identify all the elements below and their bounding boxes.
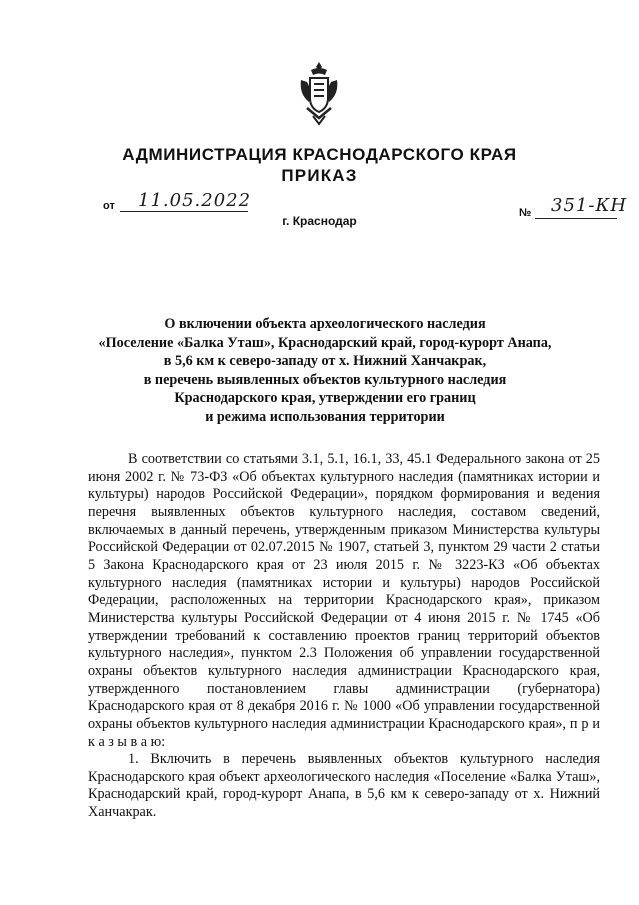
document-title (90, 315, 560, 426)
title-line: и режима использования территории (205, 408, 445, 425)
title-line: в 5,6 км к северо-западу от х. Нижний Ханчакрак, (163, 353, 487, 369)
title-line: в перечень выявленных объектов культурного наследия (143, 371, 507, 388)
document-type: ПРИКАЗ (281, 166, 358, 185)
order-date: 11.05.2022 (138, 190, 252, 211)
date-prefix: от (103, 200, 115, 212)
title-line: «Поселение «Балка Уташ», Краснодарский край, город-курорт Анапа, (98, 334, 552, 351)
city: г. Краснодар (282, 214, 357, 228)
document-body (88, 451, 600, 822)
coat-of-arms-icon (297, 60, 341, 126)
number-prefix: № (519, 207, 532, 219)
organization-name: АДМИНИСТРАЦИЯ КРАСНОДАРСКОГО КРАЯ (122, 145, 517, 164)
body-paragraph: 1. Включить в перечень выявленных объектов культурного наследия Краснодарского края объект археологического наследия «Поселение «Балка Уташ», Краснодарский край, город-курорт Анапа, в 5,6 км к северо-западу от х. Нижний Ханчакрак. (88, 751, 600, 821)
title-line: Краснодарского края, утверждении его границ (174, 390, 476, 406)
order-number: 351-КН (551, 195, 628, 216)
title-line: О включении объекта археологического наследия (164, 316, 486, 332)
body-paragraph: В соответствии со статьями 3.1, 5.1, 16.1, 33, 45.1 Федерального закона от 25 июня 2002 г. № 73-ФЗ «Об объектах культурного наследия (памятниках истории и культуры) народов Российской Федерации», порядком формирования и ведения перечня выявленных объектов культурного наследия, составом сведений, включаемых в данный перечень, утвержденным приказом Министерства культуры Российской Федерации от 02.07.2015 № 1907, статьей 3, пунктом 29 части 2 статьи 5 Закона Краснодарского края от 23 июля 2015 г. № 3223-КЗ «Об объектах культурного наследия (памятниках истории и культуры) народов Российской Федерации, расположенных на территории Краснодарского края», приказом Министерства культуры Российской Федерации от 4 июня 2015 г. № 1745 «Об утверждении требований к составлению проектов границ территорий объектов культурного наследия», пунктом 2.3 Положения об управлении государственной охраны объектов культурного наследия администрации Краснодарского края, утвержденного постановлением главы администрации (губернатора) Краснодарского края от 8 декабря 2016 г. № 1000 «Об управлении государственной охраны объектов культурного наследия администрации Краснодарского края», п р и к а з ы в а ю: (88, 451, 600, 750)
date-underline (120, 211, 248, 212)
